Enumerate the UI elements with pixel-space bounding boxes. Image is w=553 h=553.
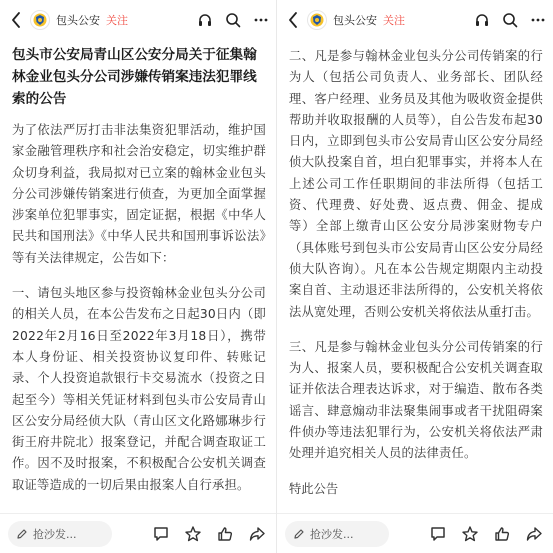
left-screenshot [0,0,276,553]
comment-input[interactable] [285,521,389,547]
comment-placeholder: 抢沙发... [33,527,77,541]
follow-button[interactable]: 关注 [383,14,405,27]
paragraph-one: 一、请包头地区参与投资翰林金业包头分公司的相关人员，在本公告发布之日起30日内（即2022年2月16日至2022年3月18日），携带本人身份证、相关投资协议复印件、转账记录、个人投资追款银行卡交易流水（投资之日起至今）等相关凭证材料到包头市公安局青山区公安分局经侦大队（青山区文化路娜琳步行街王府井院北）报案登记，并配合调查取证工作。因不及时报案，不积极配合公安机关调查取证等造成的一切后果由报案人自行承担。 [12,286,266,492]
like-icon[interactable] [216,525,234,543]
top-bar [0,0,276,40]
closing-text: 特此公告 [289,481,339,496]
article-content [0,40,276,513]
police-badge-icon[interactable] [307,10,327,30]
share-icon[interactable] [248,525,266,543]
headphones-icon[interactable] [473,11,491,29]
article-title: 包头市公安局青山区公安分局关于征集翰林金业包头分公司涉嫌传销案违法犯罪线索的公告 [12,47,257,107]
account-name[interactable]: 包头公安 [333,14,377,27]
star-icon[interactable] [461,525,479,543]
star-icon[interactable] [184,525,202,543]
top-bar [277,0,553,40]
follow-button[interactable]: 关注 [106,14,128,27]
comment-icon[interactable] [429,525,447,543]
comment-icon[interactable] [152,525,170,543]
back-arrow-icon[interactable] [8,10,24,30]
bottom-bar [277,513,553,553]
paragraph-two: 二、凡是参与翰林金业包头分公司传销案的行为人（包括公司负责人、业务部长、团队经理、客户经理、业务员及其他为吸收资金提供帮助并收取报酬的人员等），自公告发布起30日内，立即到包头市公安局青山区公安分局经侦大队投案自首，坦白犯罪事实，并将本人在上述公司工作任职期间的非法所得（包括工资、代理费、好处费、返点费、佣金、提成等）全部上缴青山区公安分局涉案财物专户（具体账号到包头市公安局青山区公安分局经侦大队咨询）。凡在本公告规定期限内主动投案自首、主动退还非法所得的，公安机关将依法从宽处理，否则公安机关将依法从重打击。 [289,49,543,319]
account-name[interactable]: 包头公安 [56,14,100,27]
share-icon[interactable] [525,525,543,543]
search-icon[interactable] [224,11,242,29]
article-content [277,40,553,513]
paragraph-three: 三、凡是参与翰林金业包头分公司传销案的行为人、报案人员，要积极配合公安机关调查取证并依法合理表达诉求，对于编造、散布各类谣言、肆意煽动非法聚集闹事或者干扰阻碍案件侦办等违法犯罪行为，公安机关将依法严肃处理并追究相关人员的法律责任。 [289,339,543,461]
pencil-icon [16,528,28,540]
police-badge-icon[interactable] [30,10,50,30]
search-icon[interactable] [501,11,519,29]
more-icon[interactable] [529,11,547,29]
like-icon[interactable] [493,525,511,543]
pencil-icon [293,528,305,540]
paragraph-intro: 为了依法严厉打击非法集资犯罪活动，维护国家金融管理秩序和社会治安稳定，切实维护群众切身利益，我局拟对已立案的翰林金业包头分公司涉嫌传销案进行侦查，为更加全面掌握涉案单位犯罪事实，固定证据，根据《中华人民共和国刑法》《中华人民共和国刑事诉讼法》等有关法律规定，公告如下： [12,123,266,265]
back-arrow-icon[interactable] [285,10,301,30]
right-screenshot [277,0,553,553]
comment-placeholder: 抢沙发... [310,527,354,541]
bottom-bar [0,513,276,553]
comment-input[interactable] [8,521,112,547]
headphones-icon[interactable] [196,11,214,29]
more-icon[interactable] [252,11,270,29]
